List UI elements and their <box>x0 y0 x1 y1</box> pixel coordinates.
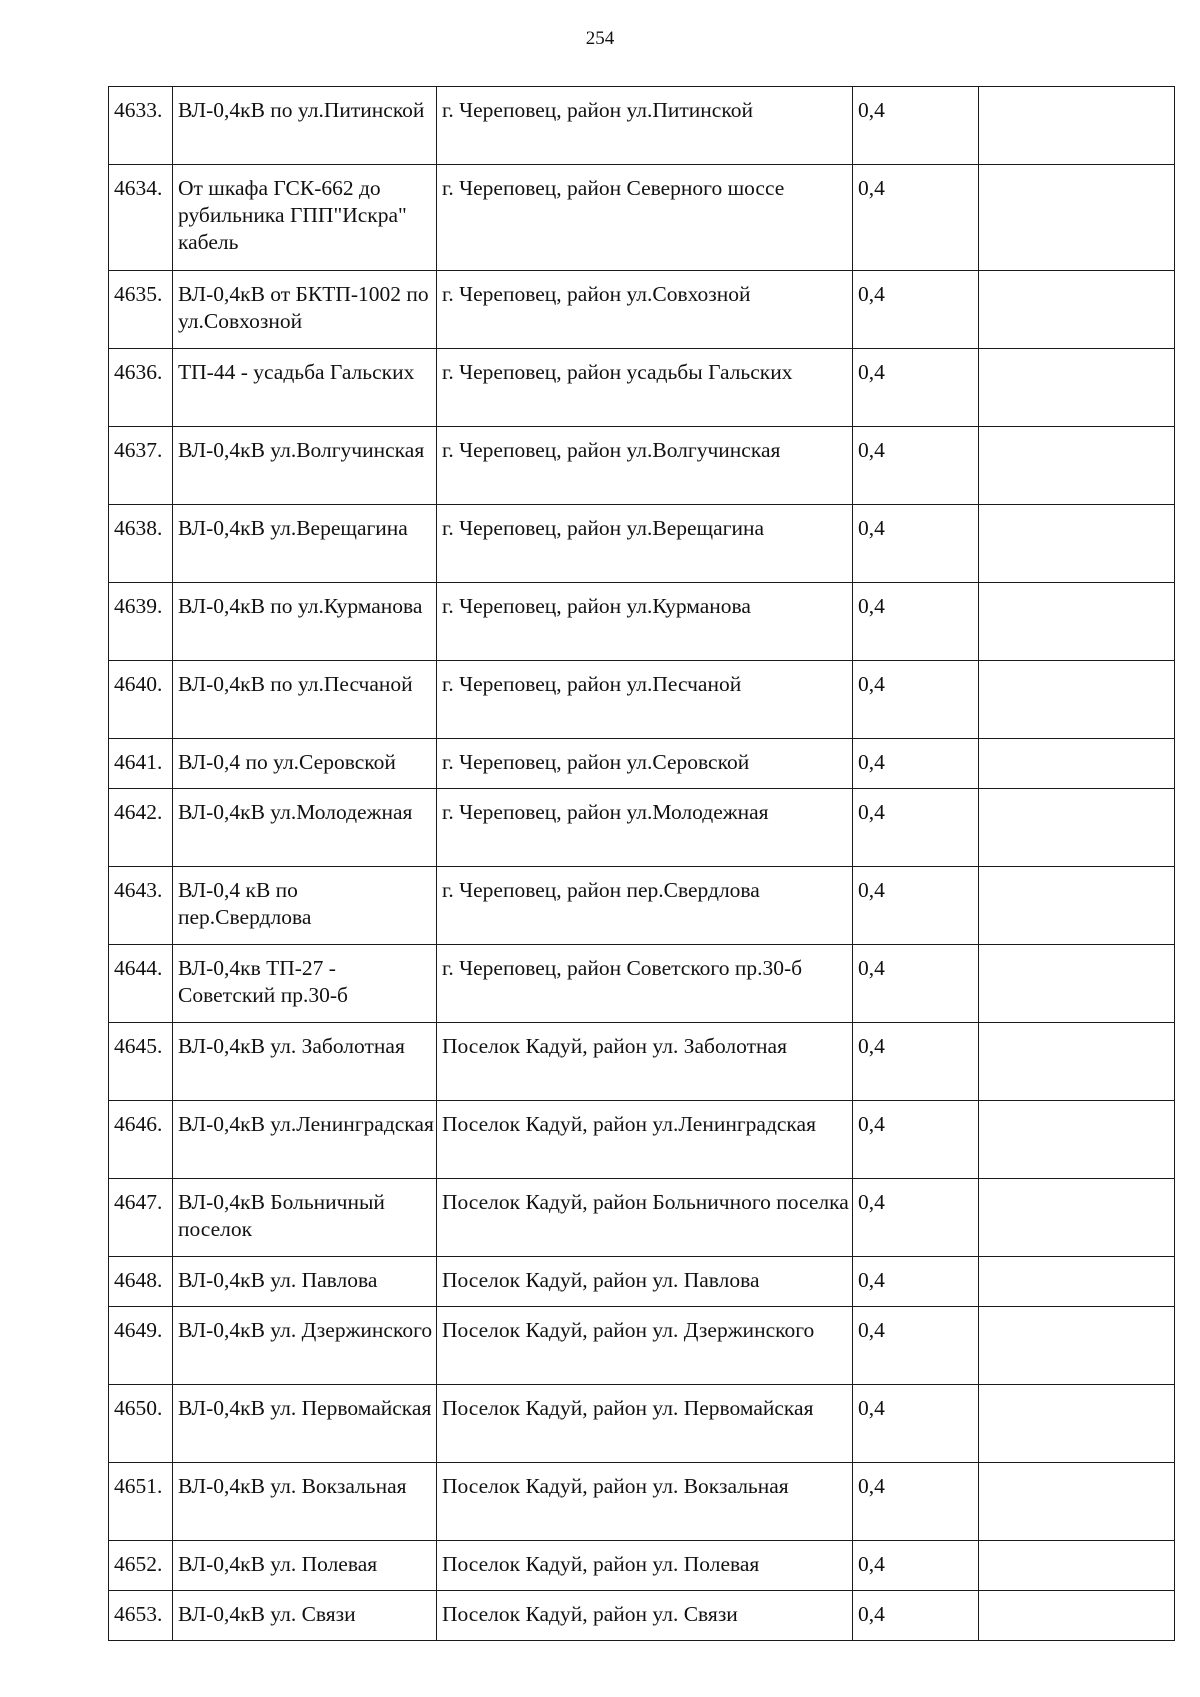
object-location: г. Череповец, район ул.Совхозной <box>437 271 853 349</box>
table-row <box>109 789 1175 867</box>
voltage-value: 0,4 <box>853 1257 979 1307</box>
row-number: 4641. <box>109 739 173 789</box>
object-location: Поселок Кадуй, район ул. Вокзальная <box>437 1463 853 1541</box>
row-number: 4649. <box>109 1307 173 1385</box>
object-location: Поселок Кадуй, район ул. Полевая <box>437 1541 853 1591</box>
object-name: ВЛ-0,4кВ ул. Заболотная <box>173 1023 437 1101</box>
row-number: 4653. <box>109 1591 173 1641</box>
object-name: ВЛ-0,4кВ ул. Первомайская <box>173 1385 437 1463</box>
object-name: ВЛ-0,4 по ул.Серовской <box>173 739 437 789</box>
object-location: Поселок Кадуй, район ул. Связи <box>437 1591 853 1641</box>
object-location: г. Череповец, район ул.Волгучинская <box>437 427 853 505</box>
extra-cell <box>979 271 1175 349</box>
extra-cell <box>979 165 1175 271</box>
row-number: 4650. <box>109 1385 173 1463</box>
row-number: 4640. <box>109 661 173 739</box>
object-name: ВЛ-0,4кВ по ул.Песчаной <box>173 661 437 739</box>
extra-cell <box>979 867 1175 945</box>
row-number: 4645. <box>109 1023 173 1101</box>
object-name: ВЛ-0,4кВ ул. Вокзальная <box>173 1463 437 1541</box>
object-location: Поселок Кадуй, район Больничного поселка <box>437 1179 853 1257</box>
extra-cell <box>979 945 1175 1023</box>
object-location: Поселок Кадуй, район ул.Ленинградская <box>437 1101 853 1179</box>
table-row <box>109 271 1175 349</box>
voltage-value: 0,4 <box>853 1307 979 1385</box>
extra-cell <box>979 1385 1175 1463</box>
voltage-value: 0,4 <box>853 1179 979 1257</box>
object-location: г. Череповец, район Советского пр.30-б <box>437 945 853 1023</box>
object-name: ВЛ-0,4кВ ул.Волгучинская <box>173 427 437 505</box>
table-row <box>109 739 1175 789</box>
extra-cell <box>979 1541 1175 1591</box>
row-number: 4639. <box>109 583 173 661</box>
table-row <box>109 1257 1175 1307</box>
object-location: Поселок Кадуй, район ул. Заболотная <box>437 1023 853 1101</box>
extra-cell <box>979 1463 1175 1541</box>
table-row <box>109 1101 1175 1179</box>
object-name: ТП-44 - усадьба Гальских <box>173 349 437 427</box>
table-row <box>109 427 1175 505</box>
row-number: 4634. <box>109 165 173 271</box>
row-number: 4638. <box>109 505 173 583</box>
table-row <box>109 661 1175 739</box>
row-number: 4646. <box>109 1101 173 1179</box>
extra-cell <box>979 349 1175 427</box>
row-number: 4633. <box>109 87 173 165</box>
object-name: ВЛ-0,4кВ по ул.Питинской <box>173 87 437 165</box>
voltage-value: 0,4 <box>853 165 979 271</box>
object-name: ВЛ-0,4кВ от БКТП-1002 по ул.Совхозной <box>173 271 437 349</box>
extra-cell <box>979 1307 1175 1385</box>
object-name: ВЛ-0,4кВ ул. Связи <box>173 1591 437 1641</box>
row-number: 4652. <box>109 1541 173 1591</box>
voltage-value: 0,4 <box>853 789 979 867</box>
voltage-value: 0,4 <box>853 427 979 505</box>
extra-cell <box>979 661 1175 739</box>
table-row <box>109 1179 1175 1257</box>
voltage-value: 0,4 <box>853 867 979 945</box>
object-name: От шкафа ГСК-662 до рубильника ГПП"Искра" кабель <box>173 165 437 271</box>
table-row <box>109 945 1175 1023</box>
table-row <box>109 1307 1175 1385</box>
voltage-value: 0,4 <box>853 583 979 661</box>
table-row <box>109 1023 1175 1101</box>
voltage-value: 0,4 <box>853 1463 979 1541</box>
registry-table <box>108 86 1175 1641</box>
object-name: ВЛ-0,4кВ ул.Молодежная <box>173 789 437 867</box>
extra-cell <box>979 789 1175 867</box>
table-row <box>109 1591 1175 1641</box>
object-name: ВЛ-0,4кв ТП-27 - Советский пр.30-б <box>173 945 437 1023</box>
object-name: ВЛ-0,4кВ ул.Верещагина <box>173 505 437 583</box>
object-location: г. Череповец, район пер.Свердлова <box>437 867 853 945</box>
row-number: 4644. <box>109 945 173 1023</box>
extra-cell <box>979 1179 1175 1257</box>
voltage-value: 0,4 <box>853 1023 979 1101</box>
table-row <box>109 1541 1175 1591</box>
table-row <box>109 165 1175 271</box>
voltage-value: 0,4 <box>853 945 979 1023</box>
row-number: 4651. <box>109 1463 173 1541</box>
object-location: г. Череповец, район ул.Песчаной <box>437 661 853 739</box>
page-number: 254 <box>585 28 615 49</box>
object-location: г. Череповец, район ул.Серовской <box>437 739 853 789</box>
object-name: ВЛ-0,4кВ по ул.Курманова <box>173 583 437 661</box>
object-location: Поселок Кадуй, район ул. Дзержинского <box>437 1307 853 1385</box>
object-location: г. Череповец, район ул.Питинской <box>437 87 853 165</box>
voltage-value: 0,4 <box>853 1385 979 1463</box>
voltage-value: 0,4 <box>853 661 979 739</box>
object-location: г. Череповец, район ул.Верещагина <box>437 505 853 583</box>
object-location: Поселок Кадуй, район ул. Первомайская <box>437 1385 853 1463</box>
object-location: г. Череповец, район Северного шоссе <box>437 165 853 271</box>
object-name: ВЛ-0,4 кВ по пер.Свердлова <box>173 867 437 945</box>
object-name: ВЛ-0,4кВ ул. Дзержинского <box>173 1307 437 1385</box>
object-name: ВЛ-0,4кВ ул. Павлова <box>173 1257 437 1307</box>
object-location: г. Череповец, район ул.Молодежная <box>437 789 853 867</box>
extra-cell <box>979 1257 1175 1307</box>
extra-cell <box>979 739 1175 789</box>
table-row <box>109 87 1175 165</box>
table-row <box>109 505 1175 583</box>
voltage-value: 0,4 <box>853 1101 979 1179</box>
extra-cell <box>979 1101 1175 1179</box>
row-number: 4635. <box>109 271 173 349</box>
voltage-value: 0,4 <box>853 1591 979 1641</box>
object-name: ВЛ-0,4кВ Больничный поселок <box>173 1179 437 1257</box>
row-number: 4636. <box>109 349 173 427</box>
row-number: 4637. <box>109 427 173 505</box>
voltage-value: 0,4 <box>853 87 979 165</box>
voltage-value: 0,4 <box>853 505 979 583</box>
extra-cell <box>979 505 1175 583</box>
extra-cell <box>979 1023 1175 1101</box>
table-row <box>109 1463 1175 1541</box>
object-location: Поселок Кадуй, район ул. Павлова <box>437 1257 853 1307</box>
voltage-value: 0,4 <box>853 349 979 427</box>
table-row <box>109 867 1175 945</box>
object-name: ВЛ-0,4кВ ул. Полевая <box>173 1541 437 1591</box>
row-number: 4642. <box>109 789 173 867</box>
row-number: 4643. <box>109 867 173 945</box>
extra-cell <box>979 583 1175 661</box>
table-row <box>109 349 1175 427</box>
table-row <box>109 583 1175 661</box>
object-location: г. Череповец, район усадьбы Гальских <box>437 349 853 427</box>
row-number: 4647. <box>109 1179 173 1257</box>
voltage-value: 0,4 <box>853 739 979 789</box>
row-number: 4648. <box>109 1257 173 1307</box>
table-row <box>109 1385 1175 1463</box>
voltage-value: 0,4 <box>853 1541 979 1591</box>
voltage-value: 0,4 <box>853 271 979 349</box>
extra-cell <box>979 1591 1175 1641</box>
extra-cell <box>979 427 1175 505</box>
object-name: ВЛ-0,4кВ ул.Ленинградская <box>173 1101 437 1179</box>
object-location: г. Череповец, район ул.Курманова <box>437 583 853 661</box>
extra-cell <box>979 87 1175 165</box>
